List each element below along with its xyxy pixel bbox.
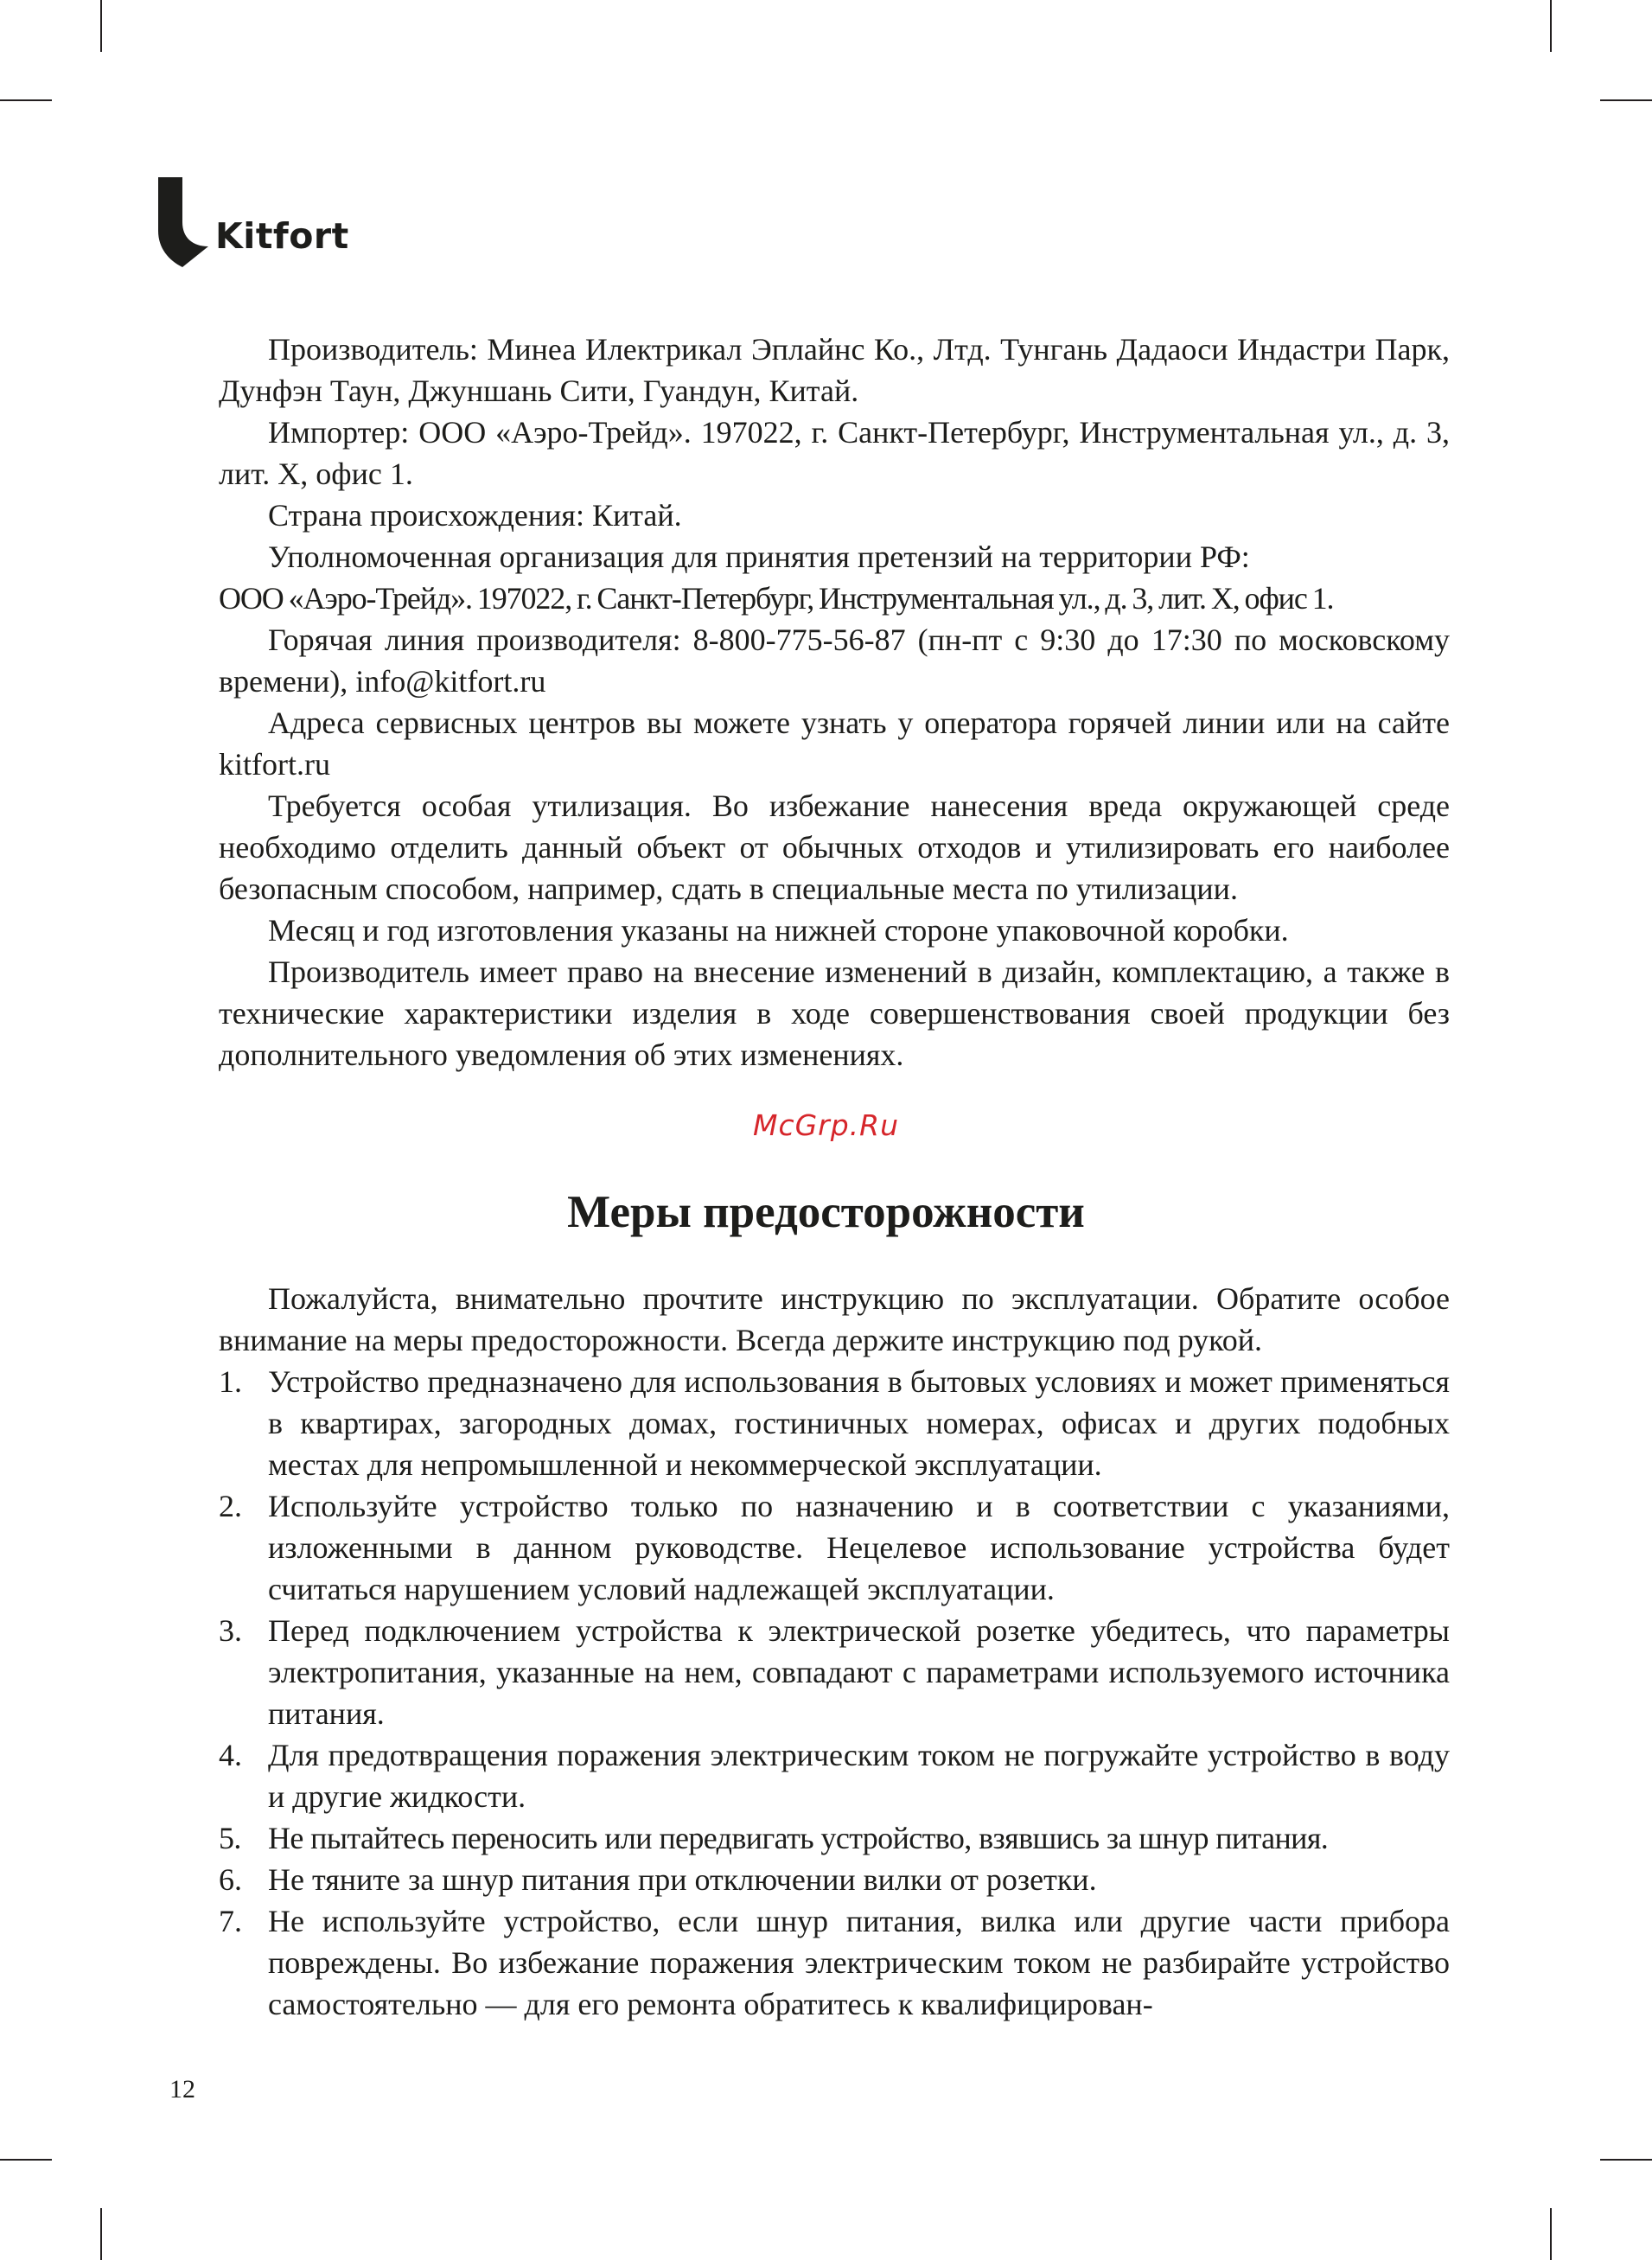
country-paragraph: Страна происхождения: Китай. <box>268 498 682 533</box>
list-item-text: Не используйте устройство, если шнур питания, вилка или другие части прибора повреждены. Во избежание поражения электрическим током не разбирайте устройство самостоятельно — для его ремонта обратитесь к квалифицирован- <box>268 1904 1450 2021</box>
watermark-text: McGrp.Ru <box>752 1108 900 1142</box>
list-item <box>219 1859 1450 1900</box>
list-item-number: 3. <box>219 1613 242 1648</box>
section-heading: Меры предосторожности <box>567 1187 1085 1237</box>
crop-mark-right-bottom <box>1600 2159 1652 2161</box>
list-item <box>219 1485 1450 1610</box>
importer-paragraph: Импортер: ООО «Аэро-Трейд». 197022, г. Санкт-Петербург, Инструментальная ул., д. 3, лит. Х, офис 1. <box>219 415 1450 491</box>
crop-mark-top-left <box>100 0 102 52</box>
list-item-text: Не пытайтесь переносить или передвигать устройство, взявшись за шнур питания. <box>268 1821 1329 1855</box>
list-item-number: 4. <box>219 1738 242 1772</box>
precautions-list <box>219 1361 1450 2025</box>
brand-name: Kitfort <box>215 215 349 257</box>
crop-mark-right-top <box>1600 99 1652 101</box>
list-item-text: Для предотвращения поражения электрическим током не погружайте устройство в воду и другие жидкости. <box>268 1738 1450 1814</box>
list-item-number: 1. <box>219 1364 242 1399</box>
crop-mark-top-right <box>1550 0 1552 52</box>
brand-logo <box>158 177 366 272</box>
crop-mark-left-top <box>0 99 52 101</box>
authorized-org-label: Уполномоченная организация для принятия претензий на территории РФ: <box>268 539 1250 574</box>
list-item <box>219 1900 1450 2025</box>
list-item-text: Используйте устройство только по назначению и в соответствии с указаниями, изложенными в данном руководстве. Нецелевое использование устройства будет считаться нарушением условий надлежащей эксплуатации. <box>268 1489 1450 1606</box>
manufacturer-paragraph: Производитель: Минеа Илектрикал Эплайнс Ко., Лтд. Тунгань Дадаоси Индастри Парк, Дунфэн Таун, Джуншань Сити, Гуандун, Китай. <box>219 332 1450 408</box>
disposal-paragraph: Требуется особая утилизация. Во избежание нанесения вреда окружающей среде необходимо отделить данный объект от обычных отходов и утилизировать его наиболее безопасным способом, например, сдать в специальные места по утилизации. <box>219 788 1450 906</box>
list-item <box>219 1610 1450 1734</box>
list-item <box>219 1817 1450 1859</box>
hotline-paragraph: Горячая линия производителя: 8-800-775-56-87 (пн-пт с 9:30 до 17:30 по московскому времени), info@kitfort.ru <box>219 622 1450 699</box>
crop-mark-bottom-right <box>1550 2208 1552 2260</box>
list-item-text: Не тяните за шнур питания при отключении вилки от розетки. <box>268 1862 1097 1897</box>
kitfort-logo-icon <box>158 177 210 268</box>
manufacture-date-paragraph: Месяц и год изготовления указаны на нижней стороне упаковочной коробки. <box>268 913 1289 948</box>
list-item-text: Устройство предназначено для использования в бытовых условиях и может применяться в квартирах, загородных домах, гостиничных номерах, офисах и других подобных местах для непромышленной и некоммерческой эксплуатации. <box>268 1364 1450 1482</box>
authorized-org-address: ООО «Аэро-Трейд». 197022, г. Санкт-Петербург, Инструментальная ул., д. 3, лит. Х, офис 1. <box>219 581 1334 616</box>
list-item-number: 6. <box>219 1862 242 1897</box>
precautions-intro: Пожалуйста, внимательно прочтите инструкцию по эксплуатации. Обратите особое внимание на меры предосторожности. Всегда держите инструкцию под рукой. <box>219 1281 1450 1357</box>
list-item-number: 7. <box>219 1904 242 1938</box>
list-item <box>219 1361 1450 1485</box>
crop-mark-bottom-left <box>100 2208 102 2260</box>
service-centers-paragraph: Адреса сервисных центров вы можете узнать у оператора горячей линии или на сайте kitfort.ru <box>219 705 1450 782</box>
crop-mark-left-bottom <box>0 2159 52 2161</box>
list-item-text: Перед подключением устройства к электрической розетке убедитесь, что параметры электропитания, указанные на нем, совпадают с параметрами используемого источника питания. <box>268 1613 1450 1731</box>
list-item <box>219 1734 1450 1817</box>
manufacturer-info <box>219 329 1450 1076</box>
changes-notice-paragraph: Производитель имеет право на внесение изменений в дизайн, комплектацию, а также в технические характеристики изделия в ходе совершенствования своей продукции без дополнительного уведомления об этих изменениях. <box>219 954 1450 1072</box>
list-item-number: 2. <box>219 1489 242 1523</box>
list-item-number: 5. <box>219 1821 241 1855</box>
page-number: 12 <box>169 2075 195 2104</box>
